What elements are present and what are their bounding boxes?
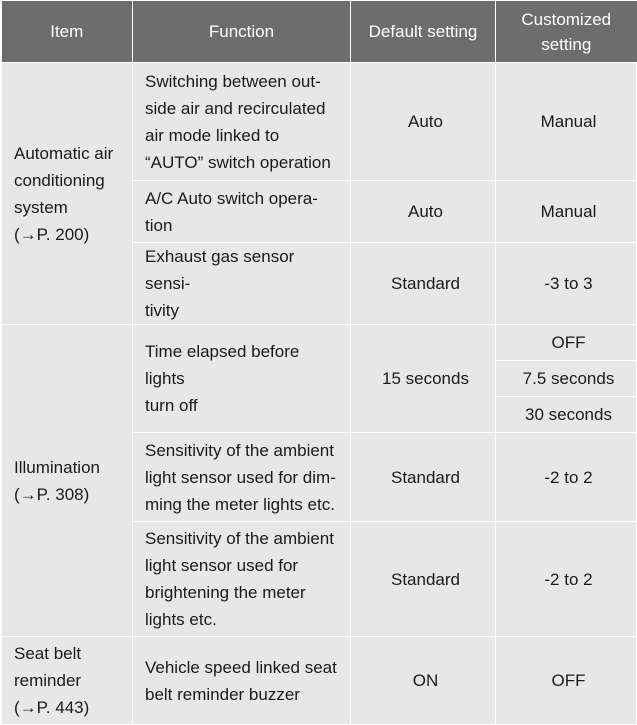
item-text: conditioning [14, 170, 105, 190]
customization-table [1, 1, 637, 725]
function-cell [133, 325, 351, 433]
customized-setting-cell: -2 to 2 [496, 433, 637, 522]
item-text: Automatic air [14, 143, 114, 163]
function-text: tivity [145, 301, 179, 320]
header-function: Function [133, 1, 351, 63]
function-cell [133, 63, 351, 181]
default-setting-cell: Auto [351, 63, 496, 181]
table-row [2, 637, 637, 725]
function-cell [133, 243, 351, 325]
customized-setting-cell: OFF [496, 637, 637, 725]
function-cell [133, 637, 351, 725]
item-text: reminder [14, 671, 82, 690]
function-text: Vehicle speed linked seat [145, 657, 337, 677]
item-text: Illumination [14, 457, 100, 477]
table-row [2, 63, 637, 181]
item-page-reference: (→P. 308) [14, 484, 90, 504]
header-customized-setting [496, 1, 637, 63]
header-customized-line2: setting [541, 34, 592, 54]
function-text: “AUTO” switch operation [145, 152, 331, 172]
customized-setting-cell: Manual [496, 63, 637, 181]
default-setting-cell: Auto [351, 181, 496, 243]
function-text: light sensor used for dim- [145, 467, 336, 487]
item-page-reference: (→P. 200) [14, 224, 90, 244]
default-setting-cell: Standard [351, 433, 496, 522]
item-text: system [14, 197, 68, 217]
default-setting-cell: ON [351, 637, 496, 725]
header-customized-line1: Customized [521, 9, 612, 29]
function-text: Exhaust gas sensor sensi- [145, 247, 295, 293]
function-text: Switching between out- [145, 71, 321, 91]
table-row [2, 325, 637, 361]
function-text: tion [145, 215, 173, 235]
default-setting-cell: 15 seconds [351, 325, 496, 433]
item-text: Seat belt [14, 644, 82, 663]
function-cell [133, 181, 351, 243]
function-text: turn off [145, 396, 198, 415]
header-default-setting: Default setting [351, 1, 496, 63]
function-text: A/C Auto switch opera- [145, 188, 318, 208]
function-text: lights etc. [145, 610, 217, 629]
function-cell [133, 522, 351, 637]
customized-setting-cell: OFF [496, 325, 637, 361]
customized-setting-cell: Manual [496, 181, 637, 243]
function-text: Sensitivity of the ambient [145, 440, 334, 460]
item-cell [2, 325, 133, 637]
function-text: belt reminder buzzer [145, 684, 300, 704]
function-text: Sensitivity of the ambient [145, 529, 334, 548]
customized-setting-cell: -3 to 3 [496, 243, 637, 325]
function-text: light sensor used for [145, 556, 299, 575]
default-setting-cell: Standard [351, 243, 496, 325]
header-row [2, 1, 637, 63]
function-text: side air and recirculated [145, 98, 326, 118]
item-cell [2, 63, 133, 325]
item-cell [2, 637, 133, 725]
function-text: Time elapsed before lights [145, 342, 300, 388]
function-text: ming the meter lights etc. [145, 494, 335, 514]
item-page-reference: (→P. 443) [14, 698, 90, 717]
customized-setting-cell: 30 seconds [496, 397, 637, 433]
function-text: air mode linked to [145, 125, 280, 145]
default-setting-cell: Standard [351, 522, 496, 637]
function-cell [133, 433, 351, 522]
customized-setting-cell: -2 to 2 [496, 522, 637, 637]
header-item: Item [2, 1, 133, 63]
function-text: brightening the meter [145, 583, 306, 602]
customized-setting-cell: 7.5 seconds [496, 361, 637, 397]
